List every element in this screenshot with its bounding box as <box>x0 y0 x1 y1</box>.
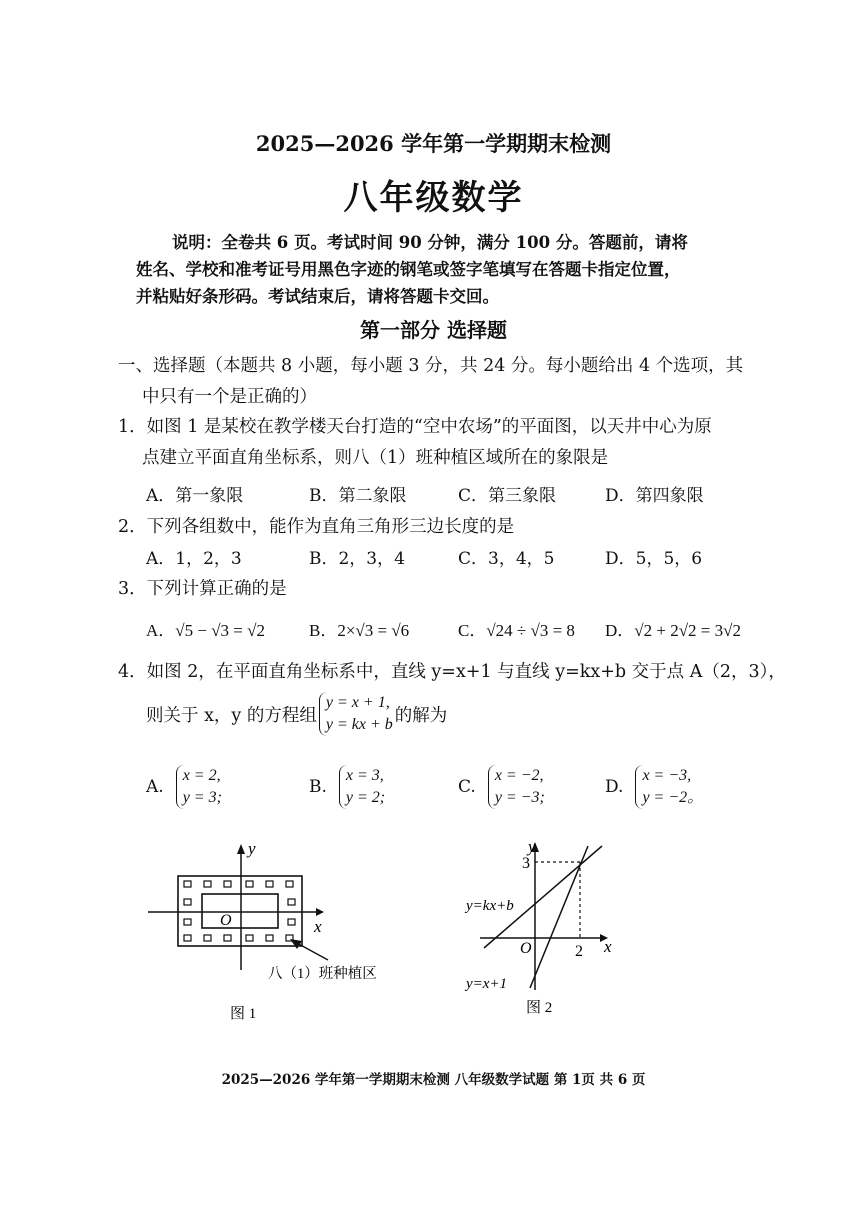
fig1-inner-rect <box>202 894 278 928</box>
q4-option-b-line-2: y = 2; <box>345 789 386 806</box>
q4-option-c-line-1: x = −2, <box>494 767 544 784</box>
q4-option-a <box>146 765 222 809</box>
fig2-line-kx-b-label: y=kx+b <box>466 898 514 914</box>
q4-option-c-letter: C. <box>458 777 476 797</box>
fig1-callout-line <box>295 942 328 960</box>
figure-2-diagram <box>462 838 632 1024</box>
q2-stem: 2．下列各组数中，能作为直角三角形三边长度的是 <box>118 517 515 537</box>
q2-option-c: C．3，4，5 <box>458 549 555 569</box>
fig2-origin-label: O <box>520 940 532 957</box>
fig2-x-label: x <box>604 937 612 956</box>
q4-option-d-line-1: x = −3, <box>642 767 692 784</box>
q4-option-d <box>605 765 703 809</box>
instructions-line-2: 姓名、学校和准考证号用黑色字迹的钢笔或签字笔填写在答题卡指定位置， <box>136 260 681 279</box>
q1-stem-line-2: 点建立平面直角坐标系，则八（1）班种植区域所在的象限是 <box>142 448 609 468</box>
q3-stem: 3．下列计算正确的是 <box>118 579 287 599</box>
instructions-line-1: 说明：全卷共 6 页。考试时间 90 分钟，满分 100 分。答题前，请将 <box>172 233 688 252</box>
q3-option-d: D．√2 + 2√2 = 3√2 <box>605 621 741 640</box>
q4-option-b-line-1: x = 3, <box>345 767 384 784</box>
q2-option-d: D．5，5，6 <box>605 549 703 569</box>
fig2-line-x-plus-1 <box>530 846 588 988</box>
fig1-origin-label: O <box>220 912 232 929</box>
q1-option-a: A．第一象限 <box>146 486 244 506</box>
q2-option-a: A．1，2，3 <box>146 549 242 569</box>
q4-system-prefix: 则关于 x，y 的方程组 <box>146 705 317 726</box>
q4-option-d-letter: D. <box>605 777 624 797</box>
q4-stem-line-2 <box>146 692 447 736</box>
q1-stem-line-1: 1．如图 1 是某校在教学楼天台打造的“空中农场”的平面图，以天井中心为原 <box>118 417 712 437</box>
exam-title: 2025—2026 学年第一学期期末检测 <box>255 131 612 156</box>
instructions-line-3: 并粘贴好条形码。考试结束后，请将答题卡交回。 <box>136 287 499 306</box>
q1-option-c: C．第三象限 <box>458 486 557 506</box>
fig1-y-label: y <box>248 839 256 858</box>
fig1-callout-label: 八（1）班种植区 <box>268 966 377 982</box>
q4-equation-system <box>319 692 393 736</box>
q4-option-b-system <box>339 765 385 809</box>
q3-option-b: B．2×√3 = √6 <box>309 621 410 640</box>
fig1-y-arrow <box>237 844 245 854</box>
q4-system-eq-2: y = kx + b <box>325 716 393 733</box>
q4-option-a-line-1: x = 2, <box>182 767 221 784</box>
q3-option-c: C．√24 ÷ √3 = 8 <box>458 621 575 640</box>
fig2-tick-x: 2 <box>575 943 583 960</box>
fig1-caption: 图 1 <box>230 1006 257 1022</box>
fig1-x-label: x <box>314 917 322 936</box>
q2-option-b: B．2，3，4 <box>309 549 405 569</box>
fig1-outer-rect <box>178 876 302 946</box>
section-heading-line-1: 一、选择题（本题共 8 小题，每小题 3 分，共 24 分。每小题给出 4 个选项，其 <box>118 356 744 376</box>
fig1-x-arrow <box>316 908 324 916</box>
page-footer: 2025—2026 学年第一学期期末检测 八年级数学试题 第 1页 共 6 页 <box>221 1072 646 1088</box>
part-title: 第一部分 选择题 <box>360 318 507 342</box>
q4-system-suffix: 的解为 <box>394 705 448 726</box>
fig2-caption: 图 2 <box>526 1000 553 1016</box>
q4-system-eq-1: y = x + 1, <box>325 694 390 711</box>
q4-option-b-letter: B. <box>309 777 327 797</box>
q4-option-c-system <box>488 765 545 809</box>
q4-option-c-line-2: y = −3; <box>494 789 545 806</box>
q4-option-c <box>458 765 545 809</box>
fig1-callout-arrow <box>290 939 302 949</box>
q4-option-d-system <box>635 765 703 809</box>
q3-option-a: A．√5 − √3 = √2 <box>146 621 265 640</box>
q4-option-a-system <box>176 765 222 809</box>
q4-stem-line-1: 4．如图 2，在平面直角坐标系中，直线 y=x+1 与直线 y=kx+b 交于点 A（2，3）， <box>118 662 786 682</box>
fig2-y-label: y <box>528 838 536 856</box>
fig2-tick-y: 3 <box>522 855 530 872</box>
q4-option-b <box>309 765 385 809</box>
q4-option-a-line-2: y = 3; <box>182 789 222 806</box>
q4-option-d-line-2: y = −2。 <box>642 789 704 806</box>
fig2-line-x-plus-1-label: y=x+1 <box>466 976 508 992</box>
q1-option-d: D．第四象限 <box>605 486 704 506</box>
section-heading-line-2: 中只有一个是正确的） <box>142 387 317 407</box>
q4-option-a-letter: A. <box>146 777 164 797</box>
fig2-line-kx-b <box>484 846 602 948</box>
q1-option-b: B．第二象限 <box>309 486 407 506</box>
subject-title: 八年级数学 <box>343 178 524 218</box>
figure-1-diagram <box>140 838 410 1028</box>
